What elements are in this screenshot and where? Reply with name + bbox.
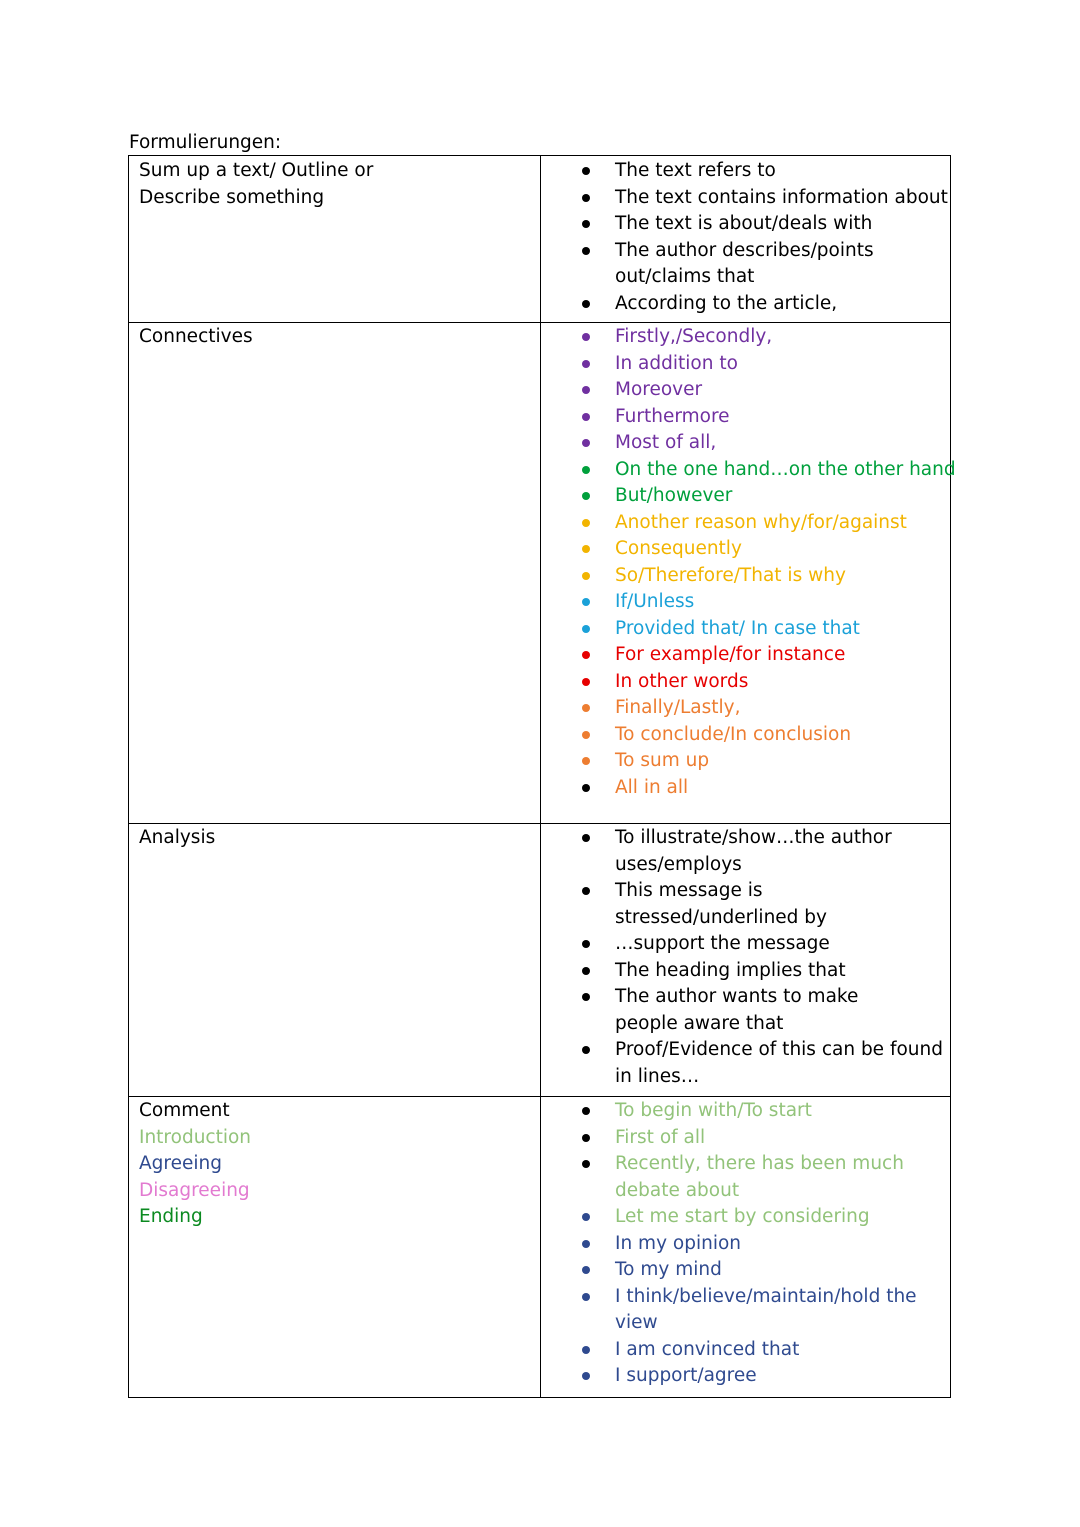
phrase-list	[615, 1098, 951, 1390]
legend-introduction: Introduction	[139, 1126, 252, 1148]
list-item: To my mind	[615, 1257, 951, 1284]
list-item: Provided that/ In case that	[615, 616, 951, 643]
list-item: …support the message	[615, 931, 951, 958]
category-cell	[139, 324, 529, 351]
list-item: To conclude/In conclusion	[615, 722, 951, 749]
list-item: The text refers to	[615, 158, 951, 185]
list-item: The text is about/deals with	[615, 211, 951, 238]
bullet-icon	[582, 1372, 590, 1380]
bullet-icon	[582, 413, 590, 421]
list-item: In my opinion	[615, 1231, 951, 1258]
bullet-icon	[582, 519, 590, 527]
phrase-list	[615, 158, 951, 317]
list-item: The heading implies that	[615, 958, 951, 985]
table-row	[129, 823, 950, 1096]
category-cell	[139, 158, 529, 211]
bullet-icon	[582, 1213, 590, 1221]
list-item: To sum up	[615, 748, 951, 775]
list-item: On the one hand…on the other hand	[615, 457, 951, 484]
list-item: First of all	[615, 1125, 951, 1152]
list-item: Finally/Lastly,	[615, 695, 951, 722]
page-heading: Formulierungen:	[129, 132, 282, 153]
bullet-icon	[582, 220, 590, 228]
list-item: Firstly,/Secondly,	[615, 324, 951, 351]
bullet-icon	[582, 466, 590, 474]
legend-agreeing: Agreeing	[139, 1153, 222, 1174]
bullet-icon	[582, 439, 590, 447]
bullet-icon	[582, 731, 590, 739]
bullet-icon	[582, 333, 590, 341]
bullet-icon	[582, 1240, 590, 1248]
table-row	[129, 156, 950, 322]
legend-disagreeing: Disagreeing	[139, 1179, 250, 1201]
list-item: To begin with/To start	[615, 1098, 951, 1125]
bullet-icon	[582, 194, 590, 202]
list-item: Let me start by considering	[615, 1204, 951, 1231]
list-item: Most of all,	[615, 430, 951, 457]
category-cell	[139, 825, 529, 852]
list-item: But/however	[615, 483, 951, 510]
list-item: The text contains information about	[615, 185, 951, 212]
list-item: In addition to	[615, 351, 951, 378]
list-item: Moreover	[615, 377, 951, 404]
table-row	[129, 1096, 950, 1397]
list-item: The author wants to make people aware that	[615, 984, 951, 1037]
bullet-icon	[582, 757, 590, 765]
list-item: For example/for instance	[615, 642, 951, 669]
list-item: All in all	[615, 775, 951, 802]
list-item: According to the article,	[615, 291, 951, 318]
category-label: Analysis	[139, 827, 216, 848]
list-item: I think/believe/maintain/hold the view	[615, 1284, 951, 1337]
phrases-table	[128, 155, 956, 1398]
bullet-icon	[582, 1266, 590, 1274]
bullet-icon	[582, 386, 590, 394]
list-item: I support/agree	[615, 1363, 951, 1390]
bullet-icon	[582, 360, 590, 368]
bullet-icon	[582, 572, 590, 580]
category-label: Comment	[139, 1100, 230, 1121]
bullet-icon	[582, 1134, 590, 1142]
list-item: Proof/Evidence of this can be found in lines…	[615, 1037, 951, 1090]
list-item: Recently, there has been much debate about	[615, 1151, 951, 1204]
bullet-icon	[582, 704, 590, 712]
category-cell	[139, 1098, 529, 1231]
list-item: I am convinced that	[615, 1337, 951, 1364]
bullet-icon	[582, 1293, 590, 1301]
list-item: Another reason why/for/against	[615, 510, 951, 537]
list-item: The author describes/points out/claims that	[615, 238, 951, 291]
bullet-icon	[582, 784, 590, 792]
bullet-icon	[582, 1046, 590, 1054]
list-item: So/Therefore/That is why	[615, 563, 951, 590]
bullet-icon	[582, 625, 590, 633]
bullet-icon	[582, 651, 590, 659]
bullet-icon	[582, 598, 590, 606]
phrase-list	[615, 324, 956, 801]
list-item: To illustrate/show…the author uses/employs	[615, 825, 951, 878]
legend-ending: Ending	[139, 1206, 203, 1227]
bullet-icon	[582, 1160, 590, 1168]
list-item: In other words	[615, 669, 951, 696]
bullet-icon	[582, 1107, 590, 1115]
bullet-icon	[582, 940, 590, 948]
list-item: If/Unless	[615, 589, 951, 616]
bullet-icon	[582, 834, 590, 842]
bullet-icon	[582, 545, 590, 553]
bullet-icon	[582, 1346, 590, 1354]
bullet-icon	[582, 492, 590, 500]
list-item: This message is stressed/underlined by	[615, 878, 951, 931]
table-row	[129, 322, 956, 823]
bullet-icon	[582, 967, 590, 975]
category-label: Sum up a text/ Outline or Describe something	[139, 160, 374, 208]
category-label: Connectives	[139, 326, 253, 347]
bullet-icon	[582, 300, 590, 308]
bullet-icon	[582, 887, 590, 895]
list-item: Furthermore	[615, 404, 951, 431]
bullet-icon	[582, 167, 590, 175]
bullet-icon	[582, 247, 590, 255]
list-item: Consequently	[615, 536, 951, 563]
bullet-icon	[582, 678, 590, 686]
phrase-list	[615, 825, 951, 1090]
bullet-icon	[582, 993, 590, 1001]
